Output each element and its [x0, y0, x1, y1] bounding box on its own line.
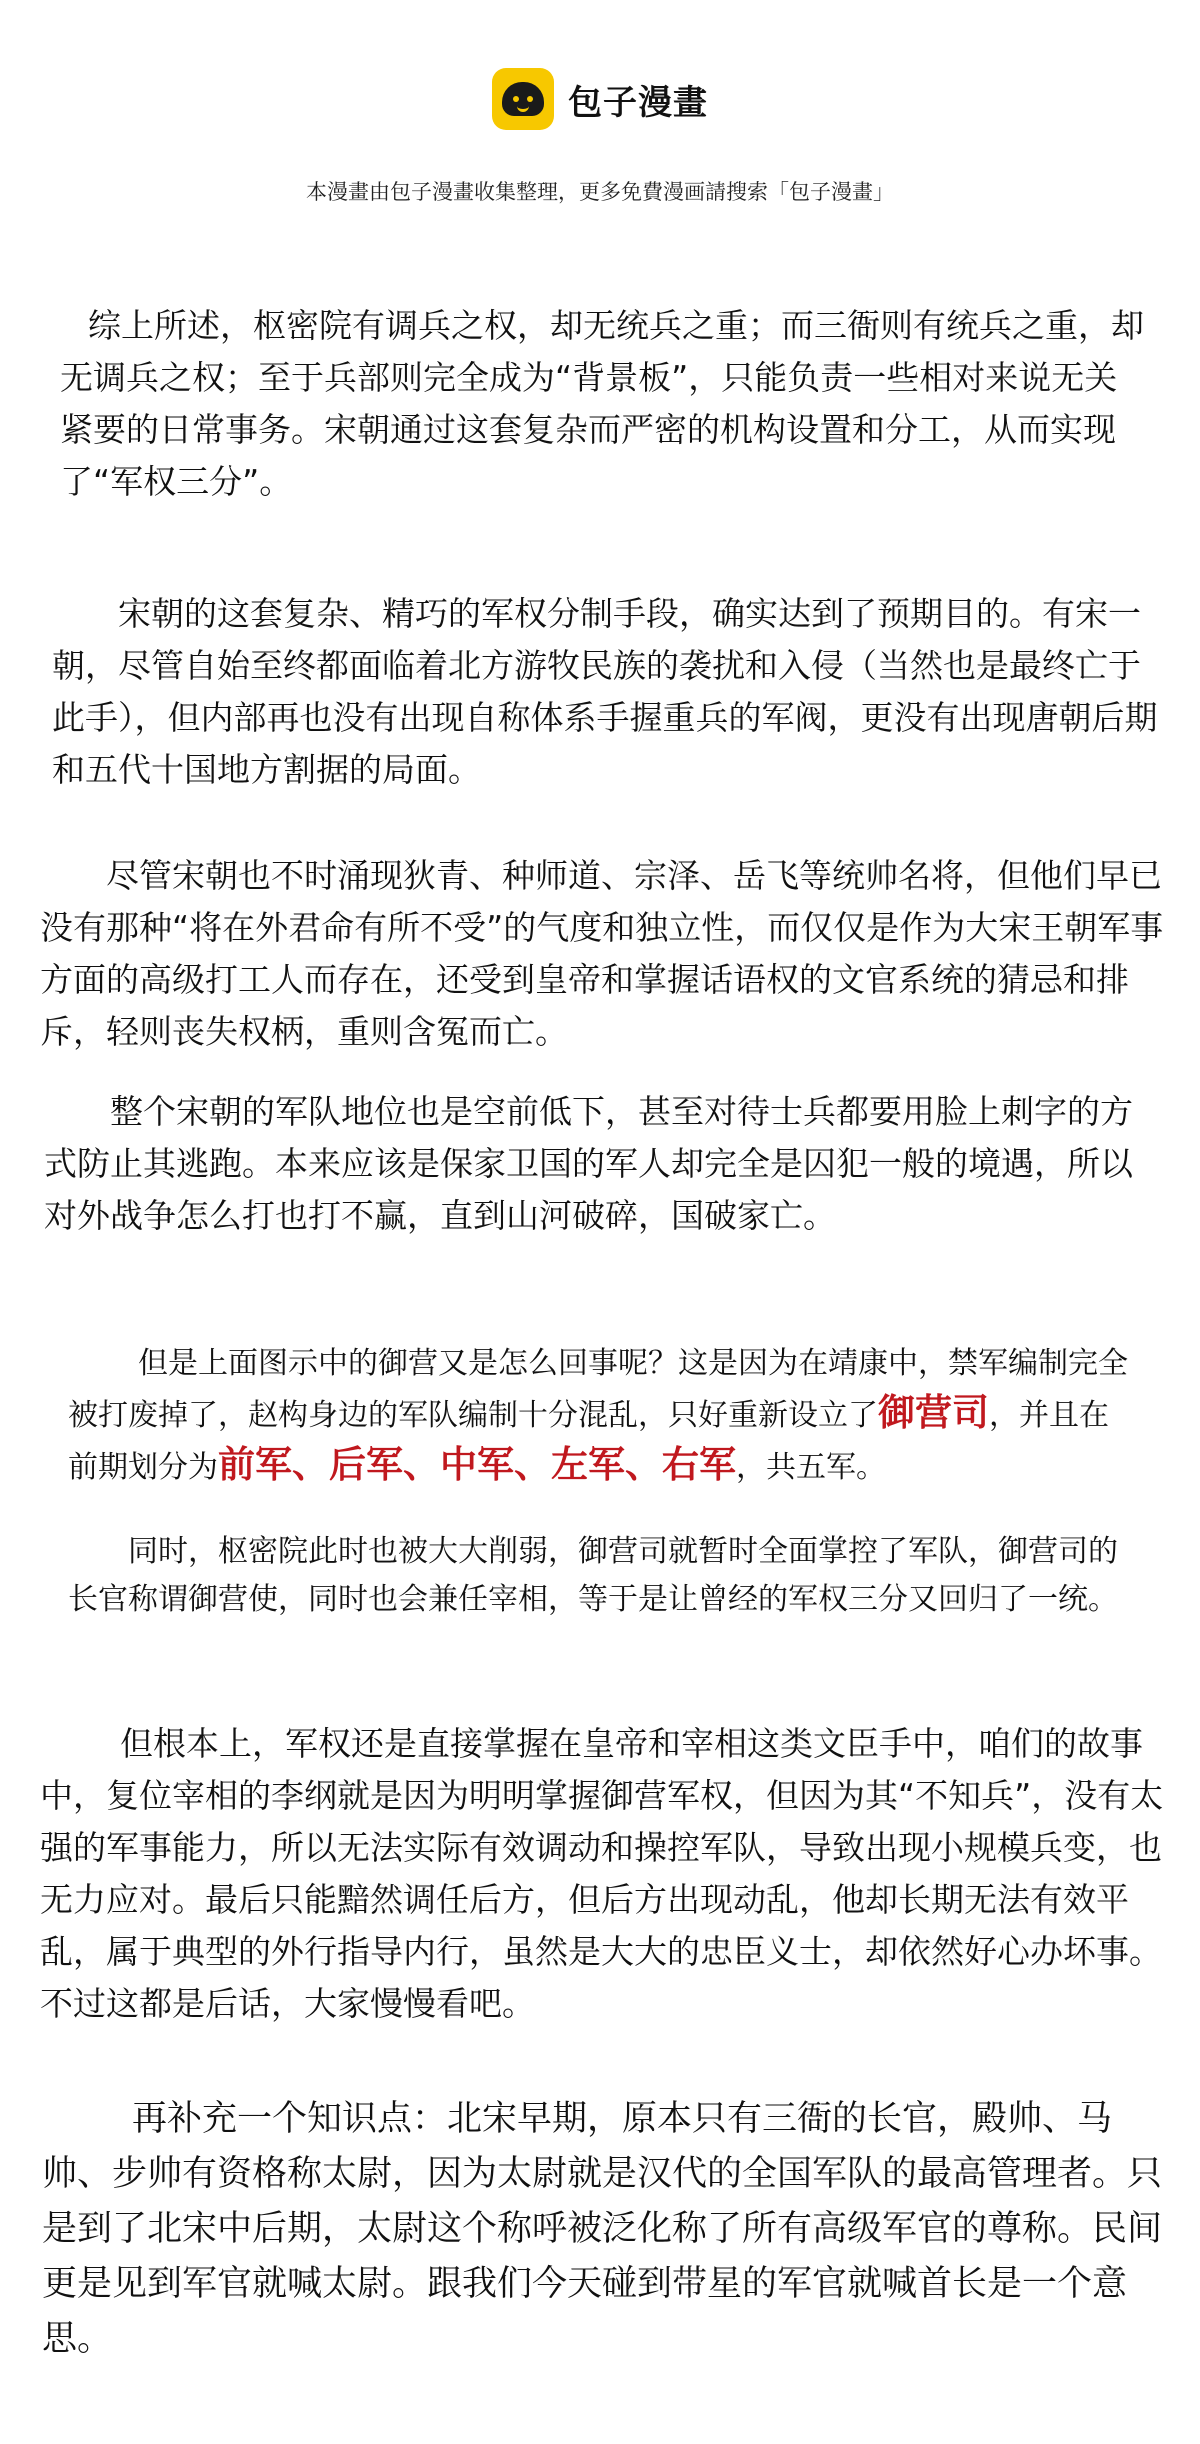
- brand-name: 包子漫畫: [568, 82, 708, 123]
- paragraph-yuying-text-c: ，共五军。: [736, 1450, 886, 1485]
- highlight-yuyingsi: 御营司: [878, 1390, 989, 1434]
- source-notice: 本漫畫由包子漫畫收集整理，更多免費漫画請搜索「包子漫畫」: [306, 180, 894, 204]
- paragraph-effect-text: 宋朝的这套复杂、精巧的军权分制手段，确实达到了预期目的。有宋一朝，尽管自始至终都面临着北方游牧民族的袭扰和入侵（当然也是最终亡于此手），但内部再也没有出现自称体系手握重兵的军阀，更没有出现唐朝后期和五代十国地方割据的局面。: [52, 594, 1158, 789]
- paragraph-li-gang-text: 但根本上，军权还是直接掌握在皇帝和宰相这类文臣手中，咱们的故事中，复位宰相的李纲就是因为明明掌握御营军权，但因为其“不知兵”，没有太强的军事能力，所以无法实际有效调动和操控军队，导致出现小规模兵变，也无力应对。最后只能黯然调任后方，但后方出现动乱，他却长期无法有效平乱，属于典型的外行指导内行，虽然是大大的忠臣义士，却依然好心办坏事。不过这都是后话，大家慢慢看吧。: [40, 1724, 1164, 2023]
- header: [0, 68, 1200, 134]
- paragraph-army-status-text: 整个宋朝的军队地位也是空前低下，甚至对待士兵都要用脸上刺字的方式防止其逃跑。本来应该是保家卫国的军人却完全是囚犯一般的境遇，所以对外战争怎么打也打不赢，直到山河破碎，国破家亡。: [44, 1092, 1133, 1235]
- paragraph-taiwei-text: 再补充一个知识点：北宋早期，原本只有三衙的长官，殿帅、马帅、步帅有资格称太尉，因为太尉就是汉代的全国军队的最高管理者。只是到了北宋中后期，太尉这个称呼被泛化称了所有高级军官的尊称。民间更是见到军官就喊太尉。跟我们今天碰到带星的军官就喊首长是一个意思。: [42, 2099, 1163, 2359]
- paragraph-yuying-text-b: ，并且在前期划分为: [68, 1398, 1109, 1485]
- highlight-five-armies: 前军、后军、中军、左军、右军: [218, 1442, 736, 1486]
- paragraph-army-status: [44, 1086, 1154, 1242]
- paragraph-unification: [68, 1528, 1128, 1624]
- paragraph-summary-text: 综上所述，枢密院有调兵之权，却无统兵之重；而三衙则有统兵之重，却无调兵之权；至于兵部则完全成为“背景板”，只能负责一些相对来说无关紧要的日常事务。宋朝通过这套复杂而严密的机构设置和分工，从而实现了“军权三分”。: [60, 306, 1144, 501]
- paragraph-taiwei: [42, 2092, 1172, 2367]
- paragraph-generals-text: 尽管宋朝也不时涌现狄青、种师道、宗泽、岳飞等统帅名将，但他们早已没有那种“将在外君命有所不受”的气度和独立性，而仅仅是作为大宋王朝军事方面的高级打工人而存在，还受到皇帝和掌握话语权的文官系统的猜忌和排斥，轻则丧失权柄，重则含冤而亡。: [40, 856, 1164, 1051]
- brand[interactable]: [492, 68, 708, 130]
- paragraph-li-gang: [40, 1718, 1170, 2030]
- paragraph-summary: [60, 300, 1150, 508]
- paragraph-effect: [52, 588, 1172, 796]
- paragraph-unification-text: 同时，枢密院此时也被大大削弱，御营司就暂时全面掌控了军队，御营司的长官称谓御营使，同时也会兼任宰相，等于是让曾经的军权三分又回归了一统。: [68, 1534, 1118, 1617]
- paragraph-yuying: [68, 1340, 1128, 1492]
- paragraph-yuying-text-a: 但是上面图示中的御营又是怎么回事呢？这是因为在靖康中，禁军编制完全被打废掉了，赵构身边的军队编制十分混乱，只好重新设立了: [68, 1346, 1128, 1433]
- bun-face-icon: [492, 68, 554, 130]
- paragraph-generals: [40, 850, 1170, 1058]
